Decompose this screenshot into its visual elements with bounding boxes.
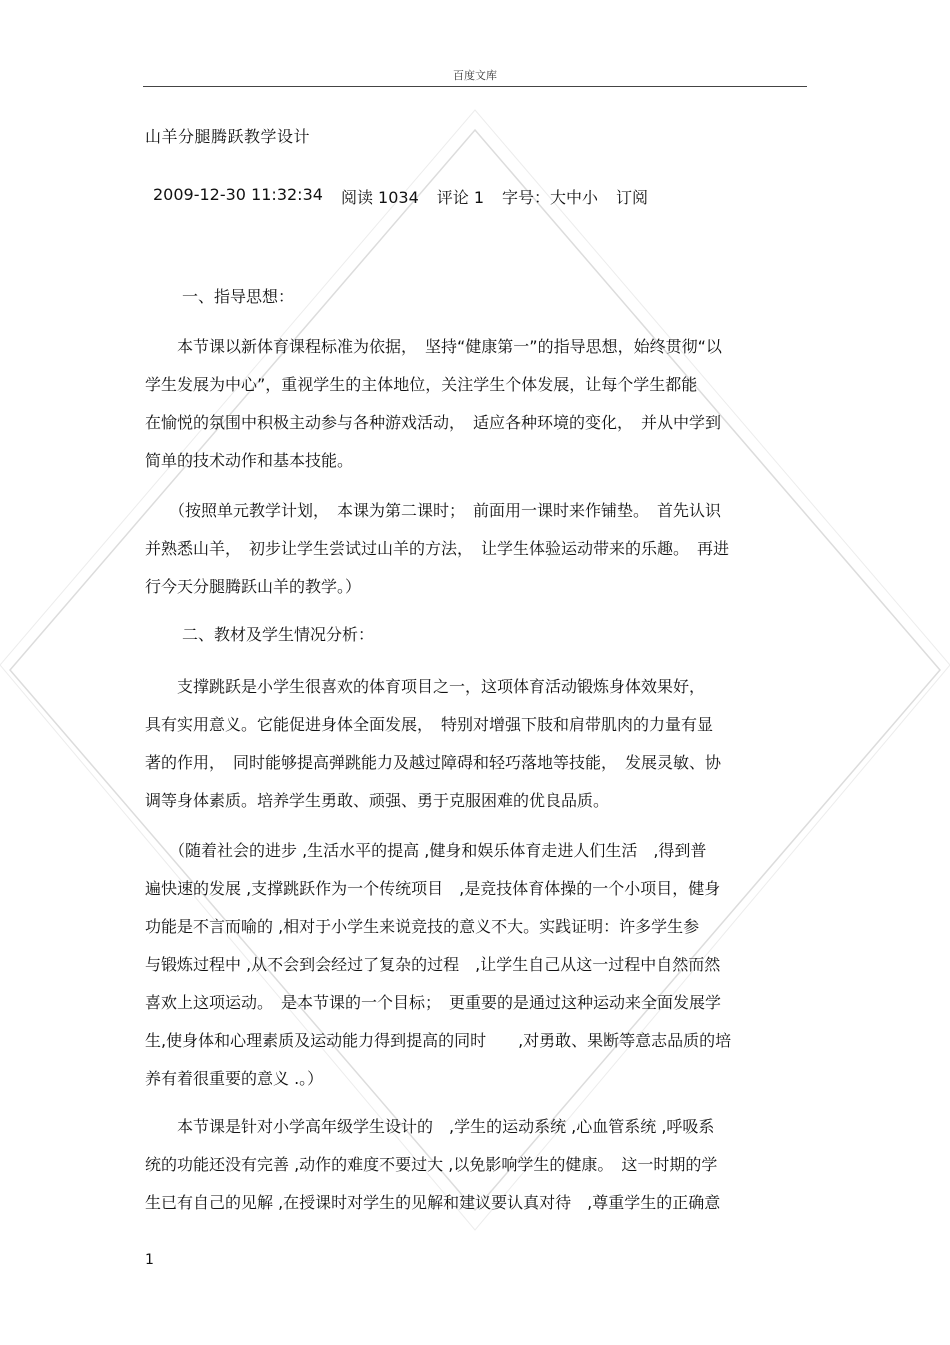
paragraph-line: 调等身体素质。培养学生勇敢、顽强、勇于克服困难的优良品质。: [145, 791, 610, 810]
post-datetime: 2009-12-30 11:32:34: [153, 185, 323, 204]
paragraph-line: 在愉悦的氛围中积极主动参与各种游戏活动， 适应各种环境的变化， 并从中学到: [145, 413, 722, 432]
subscribe-link[interactable]: 订阅: [616, 188, 649, 207]
document-title: 山羊分腿腾跃教学设计: [145, 127, 311, 146]
paragraph-line: 功能是不言而喻的 ,相对于小学生来说竞技的意义不大。实践证明：许多学生参: [145, 917, 700, 936]
paragraph-line: （随着社会的进步 ,生活水平的提高 ,健身和娱乐体育走进人们生活 ,得到普: [145, 841, 707, 860]
section-heading-2: [145, 616, 807, 654]
meta-line: [153, 185, 666, 208]
header-title: 百度文库: [453, 69, 497, 82]
header-divider: [143, 86, 807, 87]
section-heading-1: [145, 278, 807, 316]
paragraph-student-profile: [145, 1108, 807, 1222]
paragraph-line: 著的作用， 同时能够提高弹跳能力及越过障碍和轻巧落地等技能， 发展灵敏、协: [145, 753, 722, 772]
paragraph-line: 生,使身体和心理素质及运动能力得到提高的同时 ,对勇敢、果断等意志品质的培: [145, 1031, 732, 1050]
page-number: 1: [145, 1252, 154, 1268]
paragraph-line: （按照单元教学计划， 本课为第二课时； 前面用一课时来作铺垫。 首先认识: [145, 501, 722, 520]
paragraph-social-progress: [145, 832, 807, 1098]
paragraph-line: 学生发展为中心”，重视学生的主体地位，关注学生个体发展，让每个学生都能: [145, 375, 698, 394]
paragraph-line: 养有着很重要的意义 .。）: [145, 1069, 324, 1088]
paragraph-line: 生已有自己的见解 ,在授课时对学生的见解和建议要认真对待 ,尊重学生的正确意: [145, 1193, 721, 1212]
paragraph-line: 统的功能还没有完善 ,动作的难度不要过大 ,以免影响学生的健康。 这一时期的学: [145, 1155, 718, 1174]
paragraph-line: 支撑跳跃是小学生很喜欢的体育项目之一，这项体育活动锻炼身体效果好，: [145, 677, 706, 696]
paragraph-line: 遍快速的发展 ,支撑跳跃作为一个传统项目 ,是竞技体育体操的一个小项目，健身: [145, 879, 721, 898]
comment-count[interactable]: 评论 1: [436, 188, 485, 207]
heading-text: 二、教材及学生情况分析：: [182, 625, 375, 644]
paragraph-line: 并熟悉山羊， 初步让学生尝试过山羊的方法， 让学生体验运动带来的乐趣。 再进: [145, 539, 730, 558]
font-size-selector[interactable]: 字号：大中小: [502, 188, 599, 207]
paragraph-guiding-idea: [145, 328, 807, 480]
paragraph-line: 具有实用意义。它能促进身体全面发展， 特别对增强下肢和肩带肌肉的力量有显: [145, 715, 714, 734]
paragraph-line: 简单的技术动作和基本技能。: [145, 451, 354, 470]
paragraph-line: 与锻炼过程中 ,从不会到会经过了复杂的过程 ,让学生自己从这一过程中自然而然: [145, 955, 721, 974]
paragraph-unit-plan: [145, 492, 807, 606]
heading-text: 一、指导思想：: [182, 287, 295, 306]
read-count: 阅读 1034: [340, 188, 419, 207]
paragraph-material-analysis: [145, 668, 807, 820]
paragraph-line: 本节课以新体育课程标准为依据， 坚持“健康第一”的指导思想，始终贯彻“以: [145, 337, 722, 356]
paragraph-line: 本节课是针对小学高年级学生设计的 ,学生的运动系统 ,心血管系统 ,呼吸系: [145, 1117, 715, 1136]
paragraph-line: 喜欢上这项运动。 是本节课的一个目标； 更重要的是通过这种运动来全面发展学: [145, 993, 722, 1012]
paragraph-line: 行今天分腿腾跃山羊的教学。）: [145, 577, 362, 596]
